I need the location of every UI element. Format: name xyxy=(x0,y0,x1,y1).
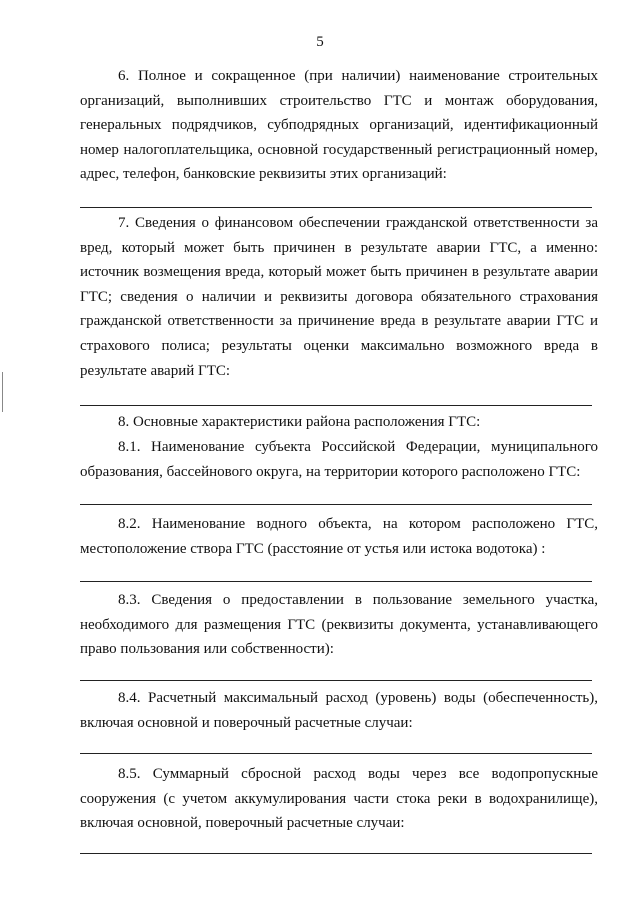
section-7-fill-line xyxy=(80,405,592,406)
section-8-5-text: 8.5. Суммарный сбросной расход воды через все водопропускные сооружения (с учетом аккумулирования части стока реки в водохранилище), включая основной, поверочный расчетные случаи: xyxy=(80,766,598,832)
section-6-text: 6. Полное и сокращенное (при наличии) наименование строительных организаций, выполнивших строительство ГТС и монтаж оборудования, генеральных подрядчиков, субподрядных организаций, идентификационный номер налогоплательщика, основной государственный регистрационный номер, адрес, телефон, банковские реквизиты этих организаций: xyxy=(80,68,598,183)
section-8-5-fill-line xyxy=(80,853,592,854)
scan-margin-mark xyxy=(2,372,3,412)
section-8-3-text: 8.3. Сведения о предоставлении в пользование земельного участка, необходимого для размещения ГТС (реквизиты документа, устанавливающего право пользования или собственности): xyxy=(80,592,598,658)
section-8-1-fill-line xyxy=(80,504,592,505)
section-6-fill-line xyxy=(80,207,592,208)
section-8-2-text: 8.2. Наименование водного объекта, на котором расположено ГТС, местоположение створа ГТС (расстояние от устья или истока водотока) : xyxy=(80,516,598,557)
section-8-2-fill-line xyxy=(80,581,592,582)
section-8-3-fill-line xyxy=(80,680,592,681)
section-8-4-text: 8.4. Расчетный максимальный расход (уровень) воды (обеспеченность), включая основной и поверочный расчетные случаи: xyxy=(80,690,598,731)
section-8-4-fill-line xyxy=(80,753,592,754)
section-8-text: 8. Основные характеристики района расположения ГТС: xyxy=(118,414,481,430)
page-number: 5 xyxy=(316,34,324,50)
section-8-1-text: 8.1. Наименование субъекта Российской Федерации, муниципального образования, бассейнового округа, на территории которого расположено ГТС: xyxy=(80,439,598,480)
section-7-text: 7. Сведения о финансовом обеспечении гражданской ответственности за вред, который может быть причинен в результате аварии ГТС, а именно: источник возмещения вреда, который может быть причинен в результате аварии ГТС; сведения о наличии и реквизиты договора обязательного страхования гражданской ответственности за причинение вреда в результате аварии ГТС и страхового полиса; результаты оценки максимально возможного вреда в результате аварий ГТС: xyxy=(80,215,598,379)
